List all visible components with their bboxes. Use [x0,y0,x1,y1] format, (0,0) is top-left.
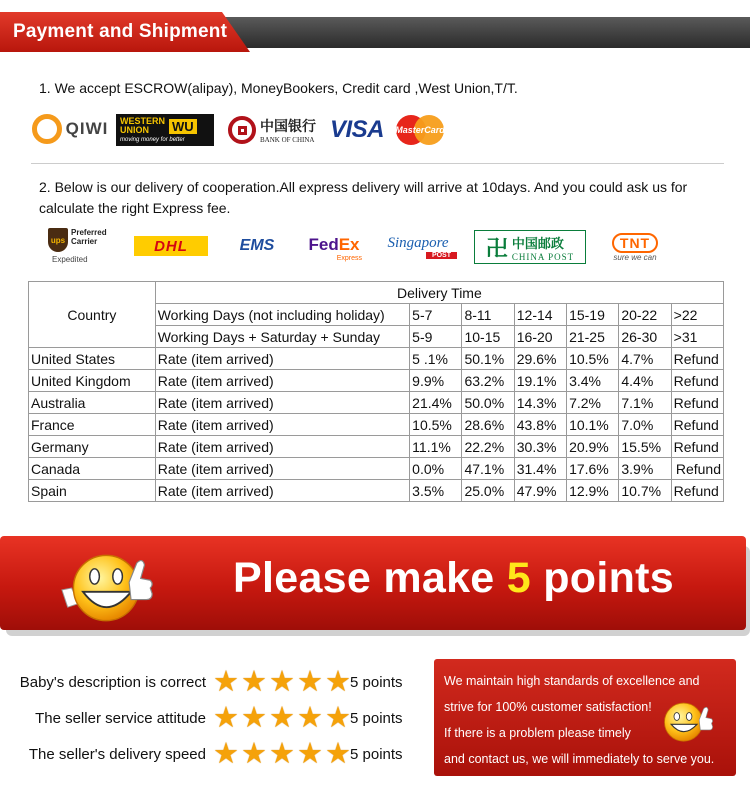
rate-value-cell: 47.9% [514,480,566,502]
rate-value-cell: 3.5% [410,480,462,502]
star-icon: ★ [269,702,295,734]
star-icon: ★ [241,702,267,734]
country-cell: Canada [29,458,156,480]
rate-value-cell: 19.1% [514,370,566,392]
china-post-emblem-icon: 卍 [485,235,508,261]
banner-title: Please make 5 points [233,554,675,602]
rate-value-cell: 20.9% [567,436,619,458]
refund-cell: Refund [671,348,723,370]
western-union-logo: WESTERN UNION WU moving money for better [116,114,214,146]
mastercard-logo: MasterCard [394,113,444,147]
rate-value-cell: 10.7% [619,480,671,502]
five-star-rating [212,668,352,696]
rate-label-cell: Rate (item arrived) [155,370,409,392]
rate-value-cell: 31.4% [514,458,566,480]
rate-value-cell: 15.5% [619,436,671,458]
tnt-logo: TNT sure we can [613,234,657,262]
five-star-rating [212,704,352,732]
star-icon: ★ [297,738,323,770]
rate-label-cell: Rate (item arrived) [155,392,409,414]
table-row [29,414,724,436]
ups-shield-icon: ups [48,228,68,252]
rate-value-cell: 4.4% [619,370,671,392]
star-icon: ★ [325,702,351,734]
rate-value-cell: 12.9% [567,480,619,502]
rate-value-cell: 30.3% [514,436,566,458]
table-header-row [29,282,724,304]
courier-logos [44,226,674,268]
thumbs-up-smiley-icon [60,540,156,636]
rate-value-cell: 29.6% [514,348,566,370]
china-post-logo: 卍 中国邮政 CHINA POST [474,230,586,264]
star-icon: ★ [213,666,239,698]
star-icon: ★ [213,702,239,734]
country-header: Country [29,282,156,348]
rate-value-cell: 50.0% [462,392,514,414]
country-cell: Germany [29,436,156,458]
rate-value-cell: 25.0% [462,480,514,502]
table-row [29,458,724,480]
header-title: Payment and Shipment [13,21,228,42]
qiwi-logo: QIWI [30,110,110,148]
rate-value-cell: 47.1% [462,458,514,480]
rate-value-cell: 7.0% [619,414,671,436]
rate-value-cell: 3.4% [567,370,619,392]
customer-promise-box: We maintain high standards of excellence and strive for 100% customer satisfaction! If there is a problem please timely and contact us, we will immediately to serve you. [434,659,736,776]
section-header [0,0,750,60]
rate-value-cell: 0.0% [410,458,462,480]
rate-value-cell: 22.2% [462,436,514,458]
bank-of-china-emblem-icon [228,116,256,144]
star-icon: ★ [213,738,239,770]
payment-methods-text: 1. We accept ESCROW(alipay), MoneyBookers, Credit card ,West Union,T/T. [39,80,518,96]
bank-of-china-logo: 中国银行 BANK OF CHINA [224,112,320,148]
rate-value-cell: 43.8% [514,414,566,436]
rate-value-cell: 14.3% [514,392,566,414]
rate-label-cell: Rate (item arrived) [155,414,409,436]
rate-value-cell: 7.1% [619,392,671,414]
star-icon: ★ [269,666,295,698]
working-days-label: Working Days (not including holiday) [155,304,409,326]
delivery-info-text: 2. Below is our delivery of cooperation.All express delivery will arrive at 10days. And you could ask us for calculate the right Express fee. [39,179,688,216]
fedex-logo: FedEx Express [308,234,362,262]
table-row [29,436,724,458]
rate-label-cell: Rate (item arrived) [155,480,409,502]
rate-value-cell: 17.6% [567,458,619,480]
rate-value-cell: 63.2% [462,370,514,392]
ems-logo: EMS [239,237,275,254]
rate-value-cell: 10.1% [567,414,619,436]
country-cell: United States [29,348,156,370]
qiwi-circle-icon [32,114,62,144]
singapore-post-logo: Singapore POST [379,232,457,262]
country-cell: Spain [29,480,156,502]
rate-value-cell: 11.1% [410,436,462,458]
rate-label-cell: Rate (item arrived) [155,436,409,458]
star-icon: ★ [269,738,295,770]
rating-row-delivery: The seller's delivery speed ★ ★ ★ ★ ★ 5 points [28,738,403,770]
rate-value-cell: 4.7% [619,348,671,370]
rate-value-cell: 9.9% [410,370,462,392]
refund-cell: Refund [671,370,723,392]
refund-cell: Refund [671,392,723,414]
visa-logo: VISA [329,116,384,143]
country-cell: Australia [29,392,156,414]
section-divider [31,163,724,164]
rate-value-cell: 21.4% [410,392,462,414]
star-icon: ★ [297,666,323,698]
delivery-time-header: Delivery Time [155,282,723,304]
rate-value-cell: 28.6% [462,414,514,436]
country-cell: France [29,414,156,436]
refund-cell: Refund [671,436,723,458]
working-days-row: Working Days (not including holiday) 5-7 8-11 12-14 15-19 20-22 >22 [29,304,724,326]
country-cell: United Kingdom [29,370,156,392]
smiley-thumbs-up-icon [660,693,716,749]
table-row [29,370,724,392]
table-row [29,480,724,502]
rate-value-cell: 5 .1% [410,348,462,370]
five-star-rating [212,740,352,768]
star-icon: ★ [325,738,351,770]
table-row [29,348,724,370]
star-icon: ★ [241,666,267,698]
dhl-logo: DHL [134,236,208,256]
rate-label-cell: Rate (item arrived) [155,348,409,370]
rate-value-cell: 10.5% [410,414,462,436]
working-days-weekend-label: Working Days + Saturday + Sunday [155,326,409,348]
table-row [29,392,724,414]
star-icon: ★ [241,738,267,770]
refund-cell: Refund [671,480,723,502]
working-days-weekend-row: Working Days + Saturday + Sunday 5-9 10-15 16-20 21-25 26-30 >31 [29,326,724,348]
rate-value-cell: 10.5% [567,348,619,370]
rate-value-cell: 50.1% [462,348,514,370]
rate-value-cell: 3.9% [619,458,671,480]
ups-logo: ups Preferred Carrier Expedited [48,228,122,266]
star-icon: ★ [297,702,323,734]
delivery-time-table [28,281,724,502]
banner-points-number: 5 [506,554,531,602]
rate-value-cell: 7.2% [567,392,619,414]
rate-label-cell: Rate (item arrived) [155,458,409,480]
rating-row-service: The seller service attitude ★ ★ ★ ★ ★ 5 points [35,702,403,734]
refund-cell: Refund [671,414,723,436]
rating-row-description: Baby's description is correct ★ ★ ★ ★ ★ 5 points [19,666,403,698]
payment-logos [30,108,450,150]
star-icon: ★ [325,666,351,698]
refund-cell: Refund [671,458,723,480]
